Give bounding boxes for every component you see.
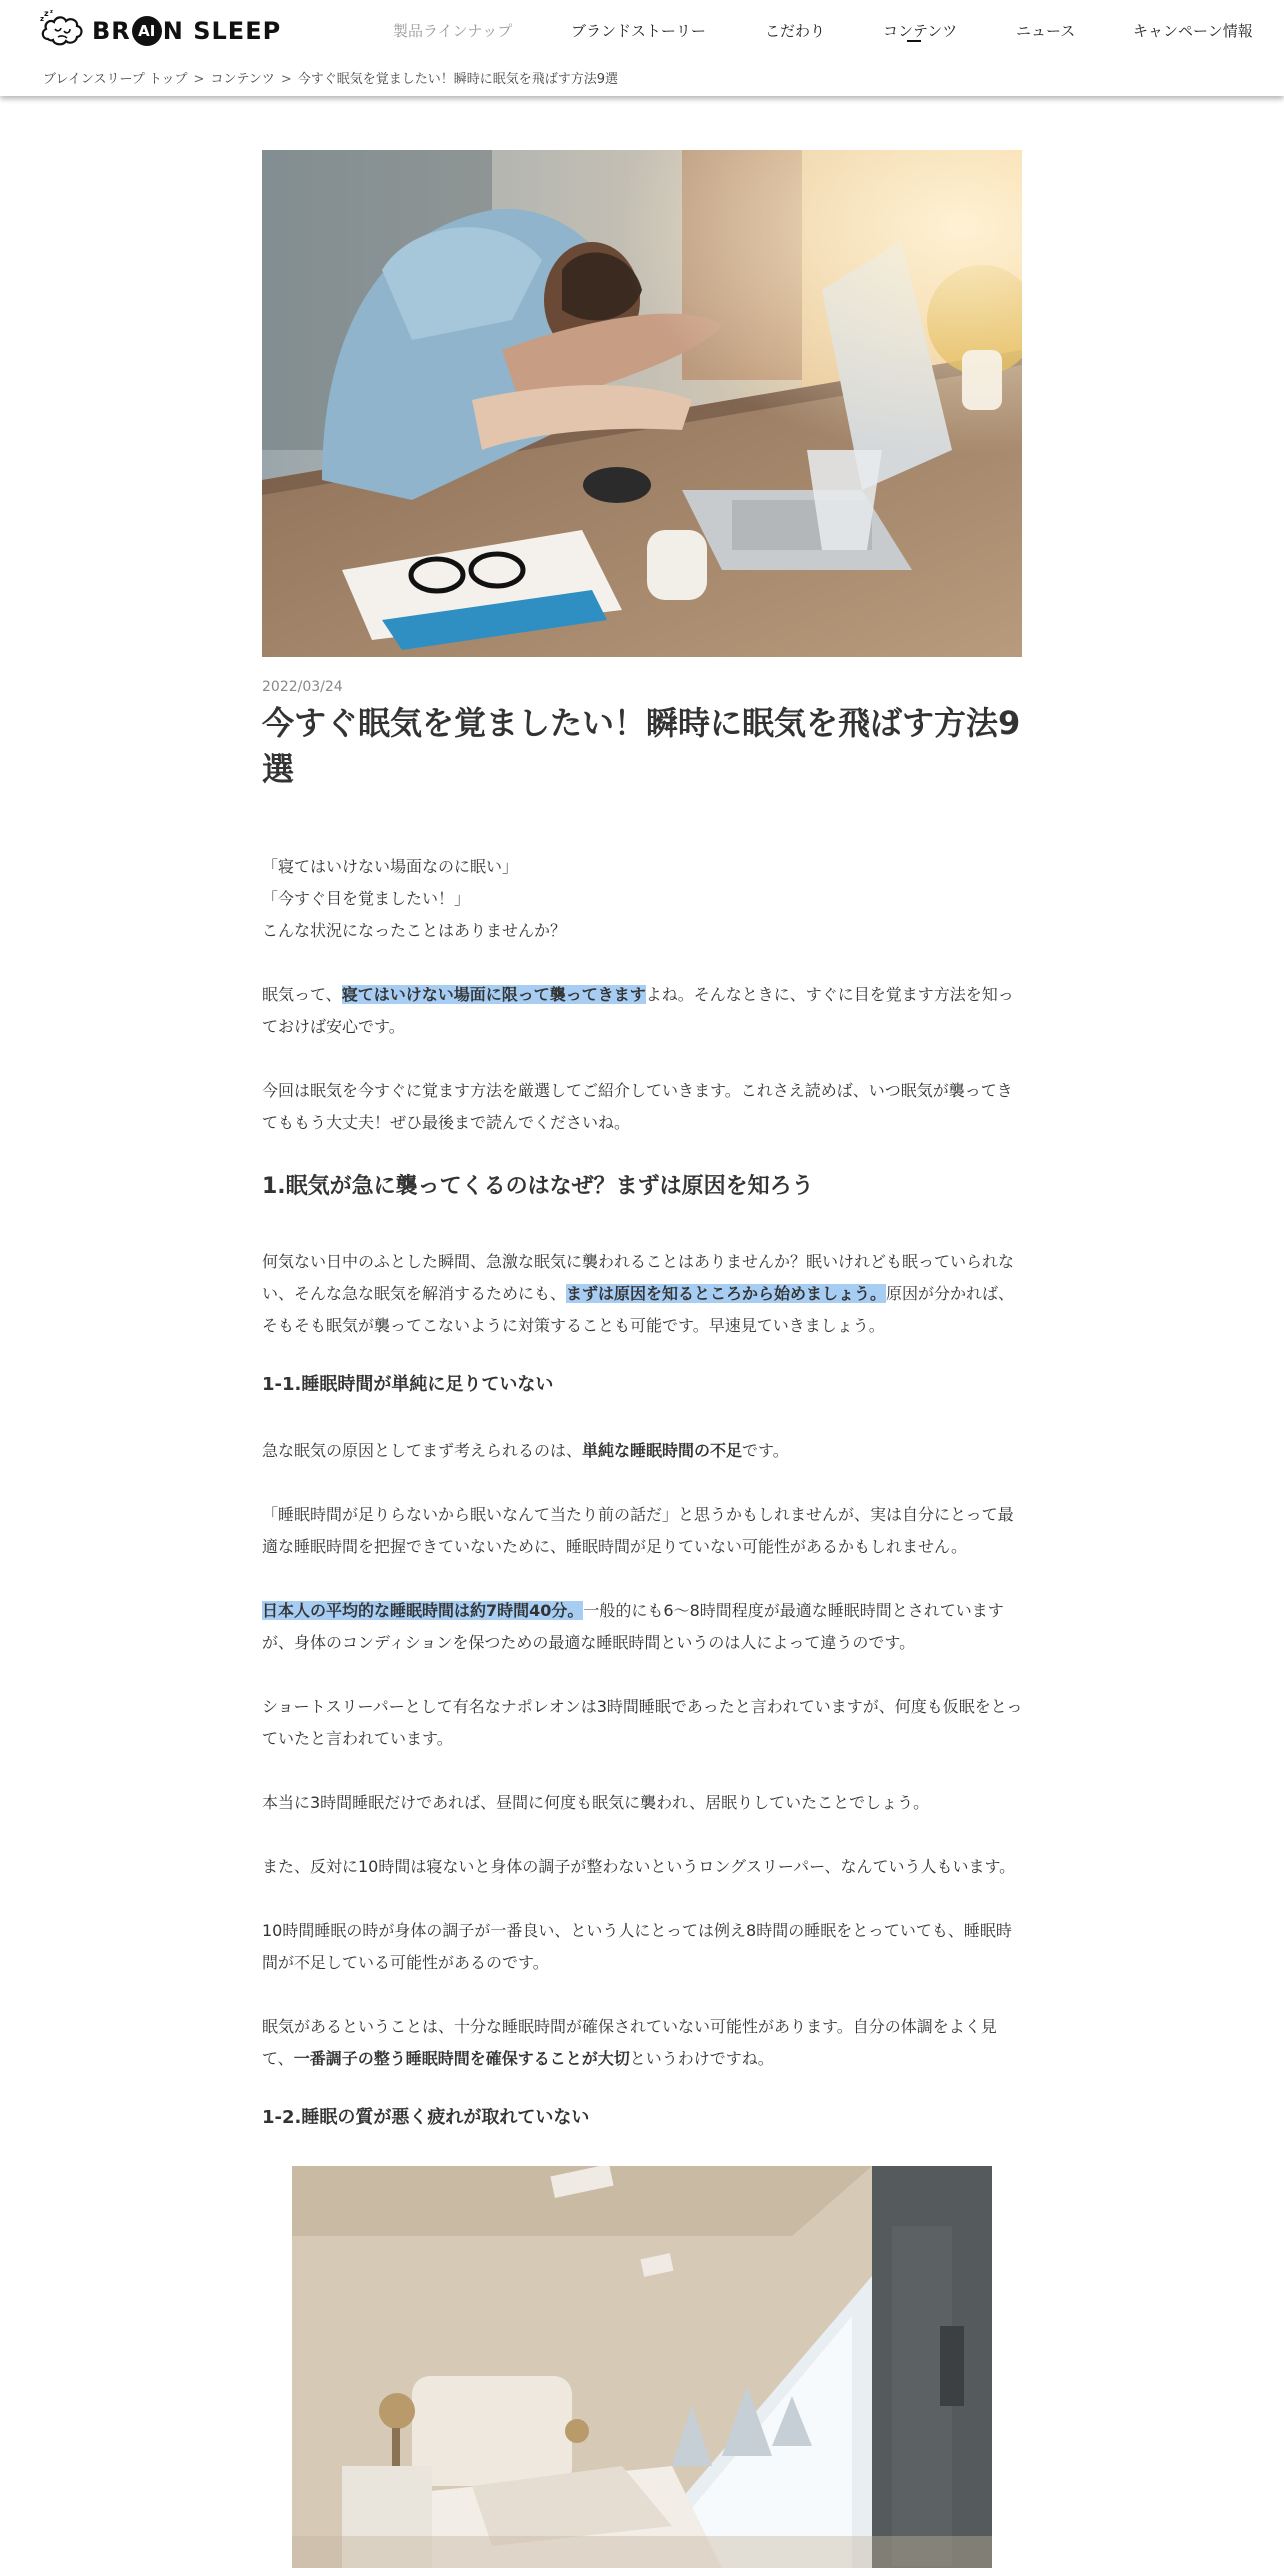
paragraph: また、反対に10時間は寝ないと身体の調子が整わないというロングスリーパー、なんていう人もいます。 <box>262 1857 1016 1876</box>
text: 急な眠気の原因としてまず考えられるのは、 <box>262 1441 583 1460</box>
paragraph <box>262 1246 1024 1342</box>
nav-products[interactable]: 製品ラインナップ <box>393 22 513 40</box>
paragraph: 10時間睡眠の時が身体の調子が一番良い、という人にとっては例え8時間の睡眠をとっていても、睡眠時間が不足している可能性があるのです。 <box>262 1921 1012 1972</box>
brand-ai-mark: AI <box>132 16 162 46</box>
hero-image <box>262 150 1022 657</box>
svg-text:z: z <box>50 9 53 15</box>
breadcrumb-top-link[interactable]: ブレインスリープ トップ <box>43 72 188 87</box>
breadcrumb-separator: > <box>193 72 205 87</box>
text: よね。そんなときに、すぐに目を覚ます方法を知っておけば安心です。 <box>262 985 1014 1036</box>
article-body <box>262 150 1022 657</box>
nav-news[interactable]: ニュース <box>1016 22 1076 40</box>
subsection-heading-1-1: 1-1.睡眠時間が単純に足りていない <box>262 1374 554 1395</box>
paragraph <box>262 1435 1024 1467</box>
nav-brand-story[interactable]: ブランドストーリー <box>571 22 706 40</box>
text: 何気ない日中のふとした瞬間、急激な眠気に襲われることはありませんか？眠いけれども眠っていられない、そんな急な眠気を解消するためにも、 <box>262 1252 1015 1303</box>
paragraph: 「睡眠時間が足りらないから眠いなんて当たり前の話だ」と思うかもしれませんが、実は自分にとって最適な睡眠時間を把握できていないために、睡眠時間が足りていない可能性があるかもしれません。 <box>262 1505 1014 1556</box>
main-nav <box>0 20 1284 46</box>
breadcrumb <box>43 68 618 87</box>
nav-kodawari[interactable]: こだわり <box>765 22 826 40</box>
paragraph <box>262 1595 1024 1659</box>
article-title: 今すぐ眠気を覚ましたい！瞬時に眠気を飛ばす方法9選 <box>262 704 1021 788</box>
site-header <box>0 0 1284 96</box>
subsection-heading-1-2: 1-2.睡眠の質が悪く疲れが取れていない <box>262 2107 590 2128</box>
paragraph: ショートスリーパーとして有名なナポレオンは3時間睡眠であったと言われていますが、何度も仮眠をとっていたと言われています。 <box>262 1697 1023 1748</box>
bold-text: 一番調子の整う睡眠時間を確保することが大切 <box>293 2049 630 2068</box>
paragraph: 今回は眠気を今すぐに覚ます方法を厳選してご紹介していきます。これさえ読めば、いつ眠気が襲ってきてももう大丈夫！ぜひ最後まで読んでくださいね。 <box>262 1081 1013 1132</box>
bedroom-illustration <box>292 2166 992 2568</box>
brand-text-start: BR <box>92 17 131 45</box>
intro-line-3: こんな状況になったことはありませんか？ <box>262 921 567 940</box>
text: 原因が分かれば、そもそも眠気が襲ってこないように対策することも可能です。早速見ていきましょう。 <box>262 1284 1015 1335</box>
tired-man-at-desk-illustration <box>262 150 1022 657</box>
brand-text-end: N SLEEP <box>162 17 282 45</box>
text: です。 <box>742 1441 789 1460</box>
paragraph <box>262 2011 1024 2075</box>
svg-text:z: z <box>40 15 45 23</box>
text: 眠気って、 <box>262 985 342 1004</box>
highlight-text: 日本人の平均的な睡眠時間は約7時間40分。 <box>262 1601 584 1620</box>
paragraph <box>262 979 1024 1043</box>
intro-line-1: 「寝てはいけない場面なのに眠い」 <box>262 857 519 876</box>
text: というわけですね。 <box>629 2049 774 2068</box>
intro-line-2: 「今すぐ目を覚ましたい！」 <box>262 889 471 908</box>
nav-contents[interactable]: コンテンツ <box>883 22 958 40</box>
highlight-text: 寝てはいけない場面に限って襲ってきます <box>341 985 646 1004</box>
text: 一般的にも6〜8時間程度が最適な睡眠時間とされていますが、身体のコンディションを保つための最適な睡眠時間というのは人によって違うのです。 <box>262 1601 1004 1652</box>
breadcrumb-separator: > <box>280 72 292 87</box>
svg-text:z: z <box>44 9 49 18</box>
breadcrumb-contents-link[interactable]: コンテンツ <box>210 72 275 87</box>
highlight-text: まずは原因を知るところから始めましょう。 <box>566 1284 887 1303</box>
paragraph: 本当に3時間睡眠だけであれば、昼間に何度も眠気に襲われ、居眠りしていたことでしょう。 <box>262 1793 930 1812</box>
section-heading-1: 1.眠気が急に襲ってくるのはなぜ？まずは原因を知ろう <box>262 1174 814 1199</box>
text: 眠気があるということは、十分な睡眠時間が確保されていない可能性があります。自分の体調をよく見て、 <box>262 2017 997 2068</box>
breadcrumb-current: 今すぐ眠気を覚ましたい！瞬時に眠気を飛ばす方法9選 <box>297 72 618 87</box>
nav-campaign[interactable]: キャンペーン情報 <box>1133 22 1253 40</box>
bold-text: 単純な睡眠時間の不足 <box>582 1441 743 1460</box>
bedroom-image <box>292 2166 992 2568</box>
post-date: 2022/03/24 <box>262 679 343 695</box>
